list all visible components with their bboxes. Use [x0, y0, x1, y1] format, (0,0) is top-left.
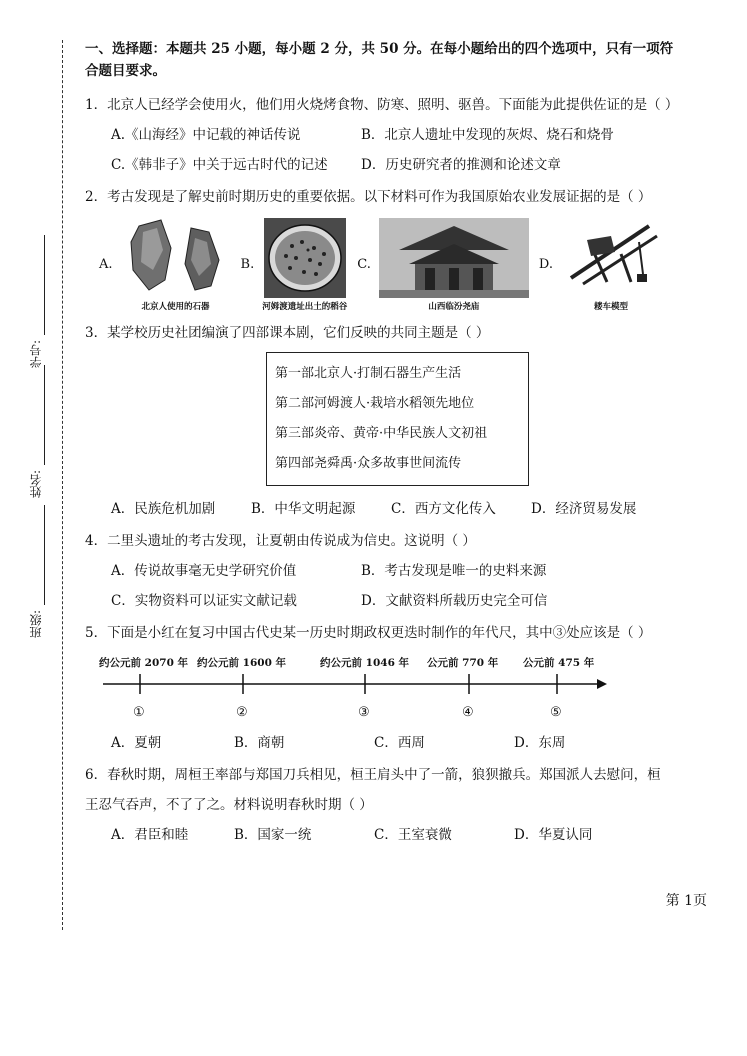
timeline-label: 公元前 475 年	[523, 657, 595, 669]
question-5-option-d: D．东周	[514, 735, 566, 751]
question-3-option-a: A．民族危机加剧	[111, 501, 216, 517]
question-1	[85, 94, 710, 176]
question-3-option-c: C．西方文化传入	[391, 501, 496, 517]
question-4-option-d: D．文献资料所载历史完全可信	[361, 593, 548, 609]
question-6-option-b: B．国家一统	[234, 827, 312, 843]
drama-item: 第三部炎帝、黄帝·中华民族人文初祖	[275, 426, 488, 441]
question-3-stem: 3．某学校历史社团编演了四部课本剧，它们反映的共同主题是（ ）	[85, 325, 490, 341]
timeline-number: ③	[358, 705, 370, 720]
timeline-axis	[85, 652, 710, 726]
drama-item: 第四部尧舜禹·众多故事世间流传	[275, 456, 462, 471]
question-5-stem: 5．下面是小红在复习中国古代史某一历史时期政权更迭时制作的年代尺，其中③处应该是（ ）	[85, 625, 652, 641]
question-2-option-b: B. 河姆渡遗址出土的稻谷	[241, 218, 348, 312]
timeline-label: 约公元前 1046 年	[320, 657, 410, 669]
class-label: 班级:	[29, 610, 43, 639]
exam-content	[85, 38, 710, 856]
timeline-number: ①	[133, 705, 145, 720]
section-title: 一、选择题：本题共 25 小题，每小题 2 分，共 50 分。在每小题给出的四个选项中，只有一项符 合题目要求。	[85, 41, 674, 79]
timeline	[85, 652, 710, 726]
timeline-number: ⑤	[550, 705, 562, 720]
question-6-option-a: A．君臣和睦	[111, 827, 189, 843]
timeline-number: ④	[462, 705, 474, 720]
question-3-option-d: D．经济贸易发展	[531, 501, 637, 517]
name-fill-line	[44, 365, 45, 465]
question-4-option-b: B．考古发现是唯一的史料来源	[361, 563, 547, 579]
question-6-option-d: D．华夏认同	[514, 827, 593, 843]
question-6-option-c: C．王室衰微	[374, 827, 452, 843]
question-5-option-a: A．夏朝	[111, 735, 162, 751]
seat-fill-line	[44, 235, 45, 335]
question-1-option-b: B．北京人遗址中发现的灰烬、烧石和烧骨	[361, 127, 614, 143]
question-4-stem: 4．二里头遗址的考古发现，让夏朝由传说成为信史。这说明（ ）	[85, 533, 476, 549]
seat-label: 学号:	[29, 340, 43, 369]
seed-plough-image	[561, 218, 661, 298]
question-2	[85, 186, 710, 312]
drama-list-box	[266, 352, 529, 486]
question-5	[85, 622, 710, 754]
question-2-option-d: D. 耧车模型	[539, 218, 661, 312]
yao-temple-caption: 山西临汾尧庙	[428, 302, 480, 312]
question-2-option-c: C. 山西临汾尧庙	[357, 218, 529, 312]
seed-plough-caption: 耧车模型	[593, 302, 628, 312]
question-6-stem: 6．春秋时期，周桓王率部与郑国刀兵相见，桓王肩头中了一箭，狼狈撤兵。郑国派人去慰问，桓 王忍气吞声，不了了之。材料说明春秋时期（ ）	[85, 767, 661, 813]
stone-tools-caption: 北京人使用的石器	[141, 302, 210, 312]
question-1-stem: 1．北京人已经学会使用火，他们用火烧烤食物、防寒、照明、驱兽。下面能为此提供佐证的是（ ）	[85, 97, 679, 113]
binding-dashed-line	[62, 40, 63, 930]
yao-temple-image	[379, 218, 529, 298]
question-5-option-b: B．商朝	[234, 735, 285, 751]
question-2-option-a: A. 北京人使用的石器	[99, 218, 231, 312]
question-3-option-b: B．中华文明起源	[251, 501, 356, 517]
question-2-stem: 2．考古发现是了解史前时期历史的重要依据。以下材料可作为我国原始农业发展证据的是（ ）	[85, 189, 652, 205]
question-6	[85, 764, 710, 846]
question-1-option-c: C.《韩非子》中关于远古时代的记述	[111, 157, 328, 173]
timeline-label: 约公元前 2070 年	[99, 657, 189, 669]
page-number: 第 1页	[665, 893, 707, 909]
question-1-option-d: D．历史研究者的推测和论述文章	[361, 157, 561, 173]
question-4-option-a: A．传说故事毫无史学研究价值	[111, 563, 297, 579]
question-1-option-a: A.《山海经》中记载的神话传说	[111, 127, 301, 143]
timeline-number: ②	[236, 705, 248, 720]
timeline-label: 公元前 770 年	[427, 657, 499, 669]
rice-grains-caption: 河姆渡遗址出土的稻谷	[262, 302, 348, 312]
question-4	[85, 530, 710, 612]
question-3	[85, 322, 710, 520]
drama-item: 第一部北京人·打制石器生产生活	[275, 366, 462, 381]
timeline-label: 约公元前 1600 年	[197, 657, 287, 669]
name-label: 姓名:	[29, 470, 43, 499]
rice-grains-image	[264, 218, 346, 298]
drama-item: 第二部河姆渡人·栽培水稻领先地位	[275, 396, 475, 411]
class-fill-line	[44, 505, 45, 605]
stone-tools-image	[121, 218, 231, 298]
question-5-option-c: C．西周	[374, 735, 425, 751]
question-4-option-c: C．实物资料可以证实文献记载	[111, 593, 297, 609]
